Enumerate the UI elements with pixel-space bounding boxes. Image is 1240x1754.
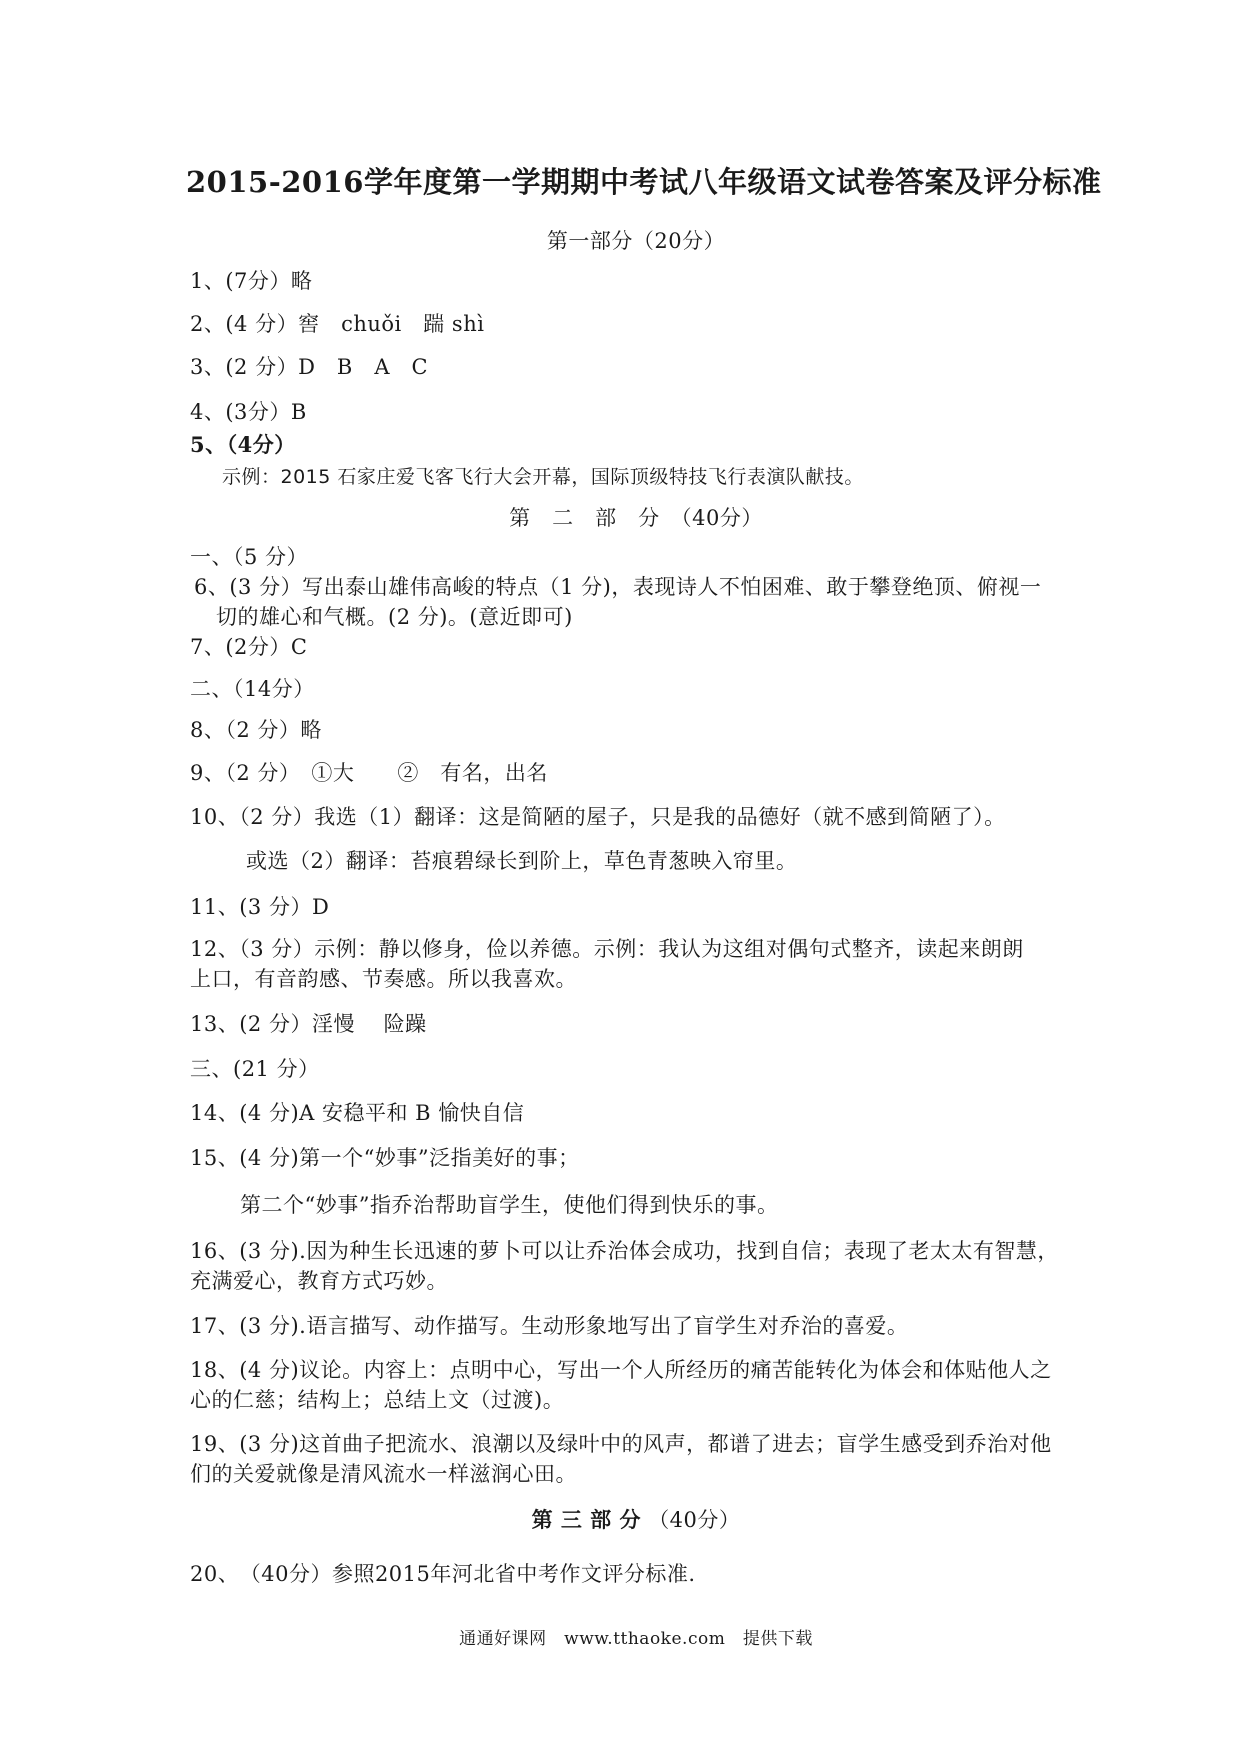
- answer-q6-line2: 切的雄心和气概。(2 分)。(意近即可): [216, 605, 573, 629]
- answer-q5-example: 示例：2015 石家庄爱飞客飞行大会开幕，国际顶级特技飞行表演队献技。: [222, 466, 864, 488]
- part2-heading: 第 二 部 分 （40分）: [509, 506, 763, 530]
- part3-heading-label: 第 三 部 分: [531, 1507, 641, 1532]
- part3-heading: [186, 1505, 1086, 1535]
- answer-q16-line1: 16、(3 分).因为种生长迅速的萝卜可以让乔治体会成功，找到自信；表现了老太太有智慧，: [190, 1239, 1059, 1263]
- answer-q8: 8、（2 分）略: [190, 718, 322, 742]
- answer-q5: 5、（4分）: [190, 432, 296, 457]
- download-footer: 通通好课网 www.tthaoke.com 提供下载: [459, 1629, 813, 1649]
- answer-q14: 14、(4 分)A 安稳平和 B 愉快自信: [190, 1101, 525, 1125]
- section3-heading: 三、(21 分）: [190, 1057, 320, 1081]
- answer-q12-line2: 上口，有音韵感、节奏感。所以我喜欢。: [190, 967, 577, 991]
- part3-heading-points: （40分）: [648, 1508, 741, 1532]
- answer-q18-line2: 心的仁慈；结构上；总结上文（过渡)。: [190, 1388, 565, 1412]
- section1-heading: 一、（5 分）: [190, 545, 309, 569]
- answer-q7: 7、(2分）C: [190, 635, 308, 659]
- answer-q15-line2: 第二个“妙事”指乔治帮助盲学生，使他们得到快乐的事。: [240, 1193, 779, 1217]
- answer-q10-line2: 或选（2）翻译：苔痕碧绿长到阶上，草色青葱映入帘里。: [246, 849, 798, 873]
- section2-heading: 二、（14分）: [190, 677, 315, 701]
- answer-q17: 17、(3 分).语言描写、动作描写。生动形象地写出了盲学生对乔治的喜爱。: [190, 1314, 909, 1338]
- answer-q4: 4、(3分）B: [190, 400, 307, 424]
- answer-q19-line2: 们的关爱就像是清风流水一样滋润心田。: [190, 1462, 577, 1486]
- answer-q3: 3、(2 分）D B A C: [190, 355, 429, 379]
- answer-q13: 13、(2 分）淫慢 险躁: [190, 1012, 427, 1036]
- answer-q2: 2、(4 分）窖 chuǒi 踹 shì: [190, 312, 485, 336]
- answer-q9: 9、（2 分） ①大 ② 有名，出名: [190, 761, 548, 785]
- answer-q20: 20、 （40分）参照2015年河北省中考作文评分标准.: [190, 1562, 696, 1586]
- page-title: 2015-2016学年度第一学期期中考试八年级语文试卷答案及评分标准: [186, 165, 1102, 199]
- answer-q16-line2: 充满爱心，教育方式巧妙。: [190, 1269, 448, 1293]
- part1-heading: 第一部分（20分）: [546, 229, 726, 253]
- answer-q6-line1: 6、(3 分）写出泰山雄伟高峻的特点（1 分)，表现诗人不怕困难、敢于攀登绝顶、俯视一: [194, 575, 1042, 599]
- answer-q19-line1: 19、(3 分)这首曲子把流水、浪潮以及绿叶中的风声，都谱了进去；盲学生感受到乔治对他: [190, 1432, 1052, 1456]
- answer-q18-line1: 18、(4 分)议论。内容上：点明中心，写出一个人所经历的痛苦能转化为体会和体贴他人之: [190, 1358, 1052, 1382]
- answer-q12-line1: 12、（3 分）示例：静以修身，俭以养德。示例：我认为这组对偶句式整齐，读起来朗朗: [190, 937, 1024, 961]
- answer-q11: 11、(3 分）D: [190, 895, 330, 919]
- answer-q10-line1: 10、（2 分）我选（1）翻译：这是简陋的屋子，只是我的品德好（就不感到简陋了）。: [190, 805, 1006, 829]
- answer-q15-line1: 15、(4 分)第一个“妙事”泛指美好的事；: [190, 1146, 580, 1170]
- answer-q1: 1、(7分）略: [190, 269, 313, 293]
